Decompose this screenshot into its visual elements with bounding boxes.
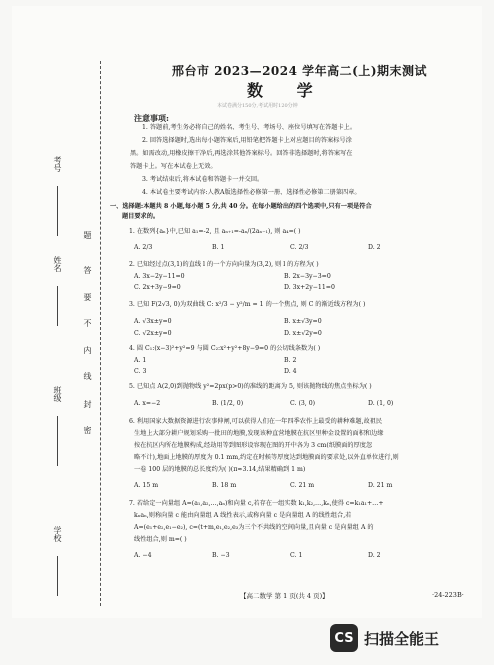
option: C. 21 m [290,482,315,489]
question-options [134,284,434,292]
question-stem: 2. 已知经过点(3,1)的直线 l 的一个方向向量为(3,2), 则 l 的方程为( ) [129,261,319,268]
option: C. (3, 0) [290,400,316,407]
option: C. √2x±y=0 [134,330,172,337]
notice-title: 注意事项: [134,113,169,123]
question-stem: 3. 已知 F(2√3, 0)为双曲线 C: x²/3 − y²/m = 1 的一个焦点, 则 C 的渐近线方程为( ) [129,301,366,308]
question-options [134,318,434,326]
school-label: 学校 [53,526,62,542]
option: A. 1 [134,357,147,364]
faint-subtitle: 本试卷满分150分,考试用时120分钟 [217,103,298,109]
notice-line: 3. 考试结束后,将本试卷和答题卡一并交回。 [142,176,264,183]
question-text: A=(e₁+e₂,e₁−e₂), c=(t+m,e₁,e₂,e₃为三个不共线的空间向量,且向量 c 是向量组 A 的 [134,524,374,531]
option: B. (1/2, 0) [212,400,244,407]
option: B. 2x−3y−3=0 [284,273,331,280]
question-options [134,330,434,338]
name-field [57,286,58,326]
section-heading-cont: 题目要求的。 [122,213,160,220]
option: B. x±√3y=0 [284,318,322,325]
seal-char: 封 [83,400,92,409]
scanner-watermark [330,622,490,654]
option: A. −4 [134,552,152,559]
question-text: 按在抗区内所在地膜构成,经劫用等到图形设容现在图的开中各为 3 cm(纸膜面的厚度忽 [134,442,373,449]
section-heading: 一、选择题:本题共 8 小题,每小题 5 分,共 40 分。在每小题给出的四个选项中,只有一项是符合 [110,203,372,210]
camscanner-logo-icon: CS [330,624,358,652]
question-options [134,368,434,376]
question-options [134,273,434,281]
question-options [134,357,434,365]
option: D. 3x+2y−11=0 [284,284,335,291]
notice-line: 4. 本试卷主要考试内容:人教A版选择性必修第一册、选择性必修第二册第四章。 [142,189,361,196]
class-label: 班级 [53,386,62,402]
question-stem: 1. 在数列{aₙ}中,已知 a₁=-2, 且 aₙ₊₁=-aₙ/(2aₙ₋₁), 则 a₄=( ) [129,228,301,235]
seal-char: 不 [83,319,92,328]
option: B. 2 [284,357,297,364]
seal-char: 密 [83,426,92,435]
seal-char: 线 [83,372,92,381]
option: C. 2/3 [290,244,309,251]
notice-line: 答题卡上。写在本试卷上无效。 [130,163,217,170]
notice-line: 2. 回答选择题时,选出每小题答案后,用铅笔把答题卡上对应题目的答案标号涂 [142,137,352,144]
option: B. −3 [212,552,230,559]
question-text: 略不计),地面上地膜的厚度为 0.1 mm,约定在时候等厚度达到地膜面的要求处,以外直单位进行,则 [134,454,399,461]
seal-char: 答 [83,266,92,275]
question-stem: 4. 圆 C₁:(x−3)²+y²=9 与圆 C₂:x²+y²+8y−9=0 的公切线条数为( ) [129,345,321,352]
page-footer: 【高二数学 第 1 页(共 4 页)】 [240,592,329,600]
question-options [134,482,446,490]
option: A. 3x−2y−11=0 [134,273,185,280]
option: D. 21 m [368,482,393,489]
option: B. 1 [212,244,225,251]
option: A. 2/3 [134,244,153,251]
question-text: 生地上大部分耕户规划采购一批田的地膜,发现该种直营地膜在抗区里种金设置的面积和边缘 [134,430,384,437]
option: C. 2x+3y−9=0 [134,284,181,291]
option: A. 15 m [134,482,159,489]
question-stem: 5. 已知点 A(2,0)到抛物线 y²=2px(p>0)的准线的距离为 5, 则该抛物线的焦点坐标为( ) [129,383,372,390]
class-field [57,416,58,466]
notice-line: 黑。如需改动,用橡皮擦干净后,再选涂其他答案标号。回答非选择题时,将答案写在 [130,150,353,157]
paper-code: ·24-223B· [432,591,464,599]
subject-title: 数 学 [247,81,327,100]
seal-char: 题 [83,231,92,240]
option: D. x±√2y=0 [284,330,322,337]
option: D. 4 [284,368,297,375]
seal-char: 要 [83,293,92,302]
question-text: 线性组合,则 m=( ) [134,536,187,543]
name-label: 姓名 [53,256,62,272]
question-text: 一卷 100 层的地膜的总长度约为( )(π≈3.14,结果精确到 1 m) [134,466,306,473]
option: C. 3 [134,368,147,375]
option: C. 1 [290,552,303,559]
question-options [134,552,446,560]
option: A. √3x±y=0 [134,318,172,325]
question-stem: 6. 利用国家大数据资源进行农事伸闸,可以获得人们在一年四季农作上最受的耕种难题,故祖民 [129,418,383,425]
notice-line: 1. 答题前,考生务必将自己的姓名、考生号、考场号、座位号填写在答题卡上。 [142,124,357,131]
question-text: kₙaₙ,则称向量 c 能由向量组 A 线性表示,或称向量 c 是向量组 A 的线性组合,若 [134,512,352,519]
question-stem: 7. 若给定一向量组 A=(a₁,a₂,…,aₙ)和向量 c,若存在一组实数 k₁,k₂,…,kₙ,使得 c=k₁a₁+…+ [129,500,384,507]
option: D. (1, 0) [368,400,394,407]
option: A. x=−2 [134,400,161,407]
seal-char: 内 [83,346,92,355]
option: D. 2 [368,244,381,251]
question-options [134,400,446,408]
binding-line [100,61,101,606]
option: D. 2 [368,552,381,559]
exam-no-label: 考号 [53,156,62,172]
question-options [134,244,446,252]
option: B. 18 m [212,482,237,489]
exam-title: 邢台市 2023—2024 学年高二(上)期末测试 [172,64,428,78]
exam-sheet [12,6,482,618]
school-field [57,556,58,596]
scanner-app-name: 扫描全能王 [364,629,440,648]
exam-no-field [57,186,58,236]
